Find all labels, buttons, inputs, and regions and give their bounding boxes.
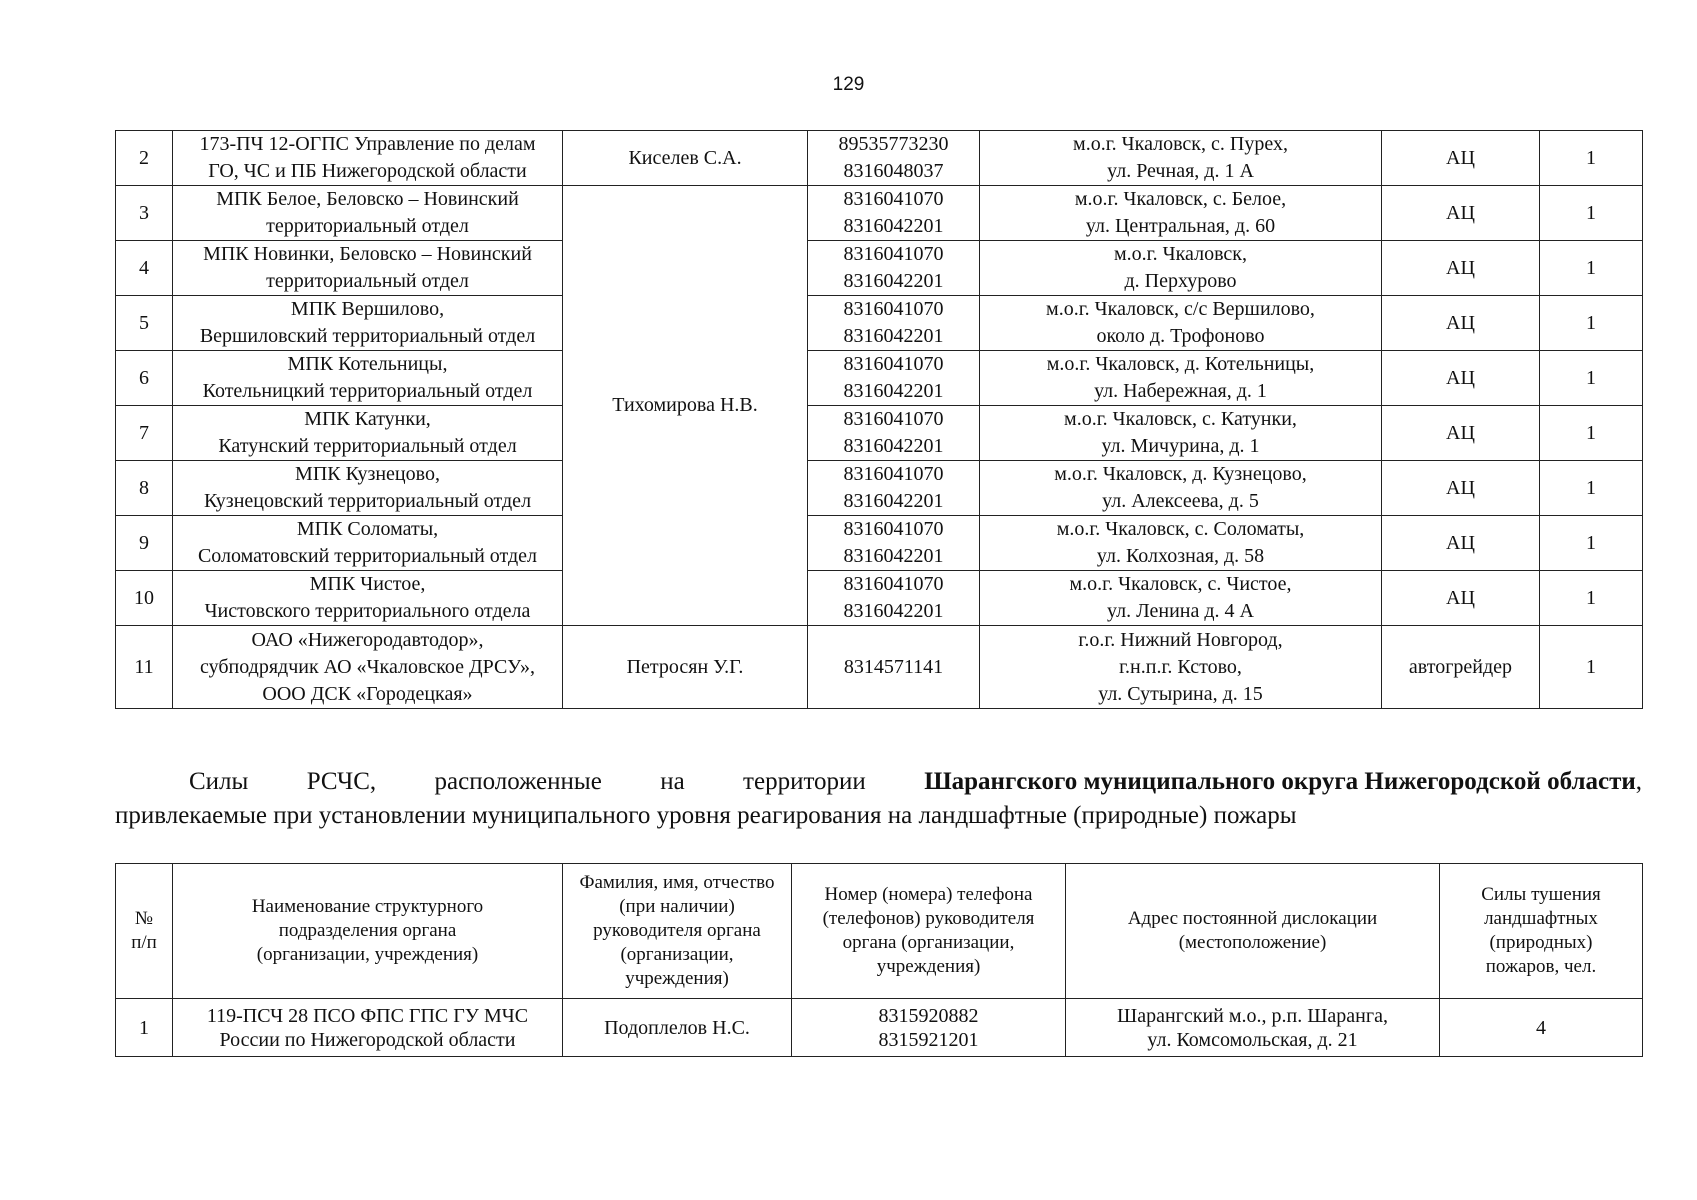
equipment-type: АЦ [1382,186,1540,241]
header-head-name: Фамилия, имя, отчество (при наличии) руководителя органа (организации, учреждения) [563,864,792,999]
address: м.о.г. Чкаловск, д. Котельницы, ул. Набережная, д. 1 [980,351,1382,406]
head-name: Подоплелов Н.С. [563,999,792,1057]
address: м.о.г. Чкаловск, с. Пурех, ул. Речная, д. 1 А [980,131,1382,186]
equipment-count: 1 [1540,626,1643,709]
row-number: 3 [116,186,173,241]
equipment-count: 1 [1540,516,1643,571]
phone-numbers: 8315920882 8315921201 [792,999,1066,1057]
table-row [116,186,1643,241]
row-number: 8 [116,461,173,516]
header-phones: Номер (номера) телефона (телефонов) руководителя органа (организации, учреждения) [792,864,1066,999]
unit-name: ОАО «Нижегородавтодор», субподрядчик АО «Чкаловское ДРСУ», ООО ДСК «Городецкая» [173,626,563,709]
unit-name: МПК Котельницы, Котельницкий территориальный отдел [173,351,563,406]
row-number: 2 [116,131,173,186]
unit-name: 173-ПЧ 12-ОГПС Управление по делам ГО, ЧС и ПБ Нижегородской области [173,131,563,186]
equipment-count: 1 [1540,131,1643,186]
equipment-type: автогрейдер [1382,626,1540,709]
phone-numbers: 8314571141 [808,626,980,709]
address: м.о.г. Чкаловск, д. Кузнецово, ул. Алексеева, д. 5 [980,461,1382,516]
unit-name: МПК Белое, Беловско – Новинский территориальный отдел [173,186,563,241]
table-row [116,296,1643,351]
header-unit-name: Наименование структурного подразделения органа (организации, учреждения) [173,864,563,999]
header-forces: Силы тушения ландшафтных (природных) пожаров, чел. [1440,864,1643,999]
section-heading [115,765,1642,833]
page-number: 129 [832,74,865,95]
address: м.о.г. Чкаловск, с. Катунки, ул. Мичурина, д. 1 [980,406,1382,461]
phone-numbers: 8316041070 8316042201 [808,406,980,461]
equipment-count: 1 [1540,241,1643,296]
row-number: 7 [116,406,173,461]
header-address: Адрес постоянной дислокации (местоположение) [1066,864,1440,999]
unit-name: 119-ПСЧ 28 ПСО ФПС ГПС ГУ МЧС России по Нижегородской области [173,999,563,1057]
equipment-count: 1 [1540,186,1643,241]
head-name: Киселев С.А. [563,131,808,186]
address: м.о.г. Чкаловск, с. Соломаты, ул. Колхозная, д. 58 [980,516,1382,571]
table-row [116,571,1643,626]
equipment-type: АЦ [1382,406,1540,461]
table-row [116,241,1643,296]
phone-numbers: 8316041070 8316042201 [808,461,980,516]
header-num: № п/п [116,864,173,999]
unit-name: МПК Соломаты, Соломатовский территориальный отдел [173,516,563,571]
unit-name: МПК Кузнецово, Кузнецовский территориальный отдел [173,461,563,516]
row-number: 4 [116,241,173,296]
table-row [116,626,1643,709]
forces-table-chkalovsk [115,130,1643,709]
equipment-type: АЦ [1382,516,1540,571]
heading-word: расположенные [434,768,602,795]
heading-bold-phrase [924,765,1642,799]
equipment-count: 1 [1540,351,1643,406]
heading-comma: , [1635,768,1642,795]
equipment-count: 1 [1540,406,1643,461]
heading-word: территории [743,768,866,795]
header-row [116,864,1643,999]
table-row [116,351,1643,406]
phone-numbers: 8316041070 8316042201 [808,351,980,406]
head-name: Петросян У.Г. [563,626,808,709]
equipment-type: АЦ [1382,241,1540,296]
district-name: Шарангского муниципального округа Нижегородской области [924,768,1636,795]
phone-numbers: 8316041070 8316042201 [808,571,980,626]
heading-line-1 [115,765,1642,799]
row-number: 9 [116,516,173,571]
unit-name: МПК Катунки, Катунский территориальный отдел [173,406,563,461]
heading-word: Силы [189,768,249,795]
equipment-type: АЦ [1382,296,1540,351]
phone-numbers: 8316041070 8316042201 [808,241,980,296]
table-row [116,131,1643,186]
address: м.о.г. Чкаловск, с. Белое, ул. Центральная, д. 60 [980,186,1382,241]
table-row [116,516,1643,571]
equipment-type: АЦ [1382,571,1540,626]
unit-name: МПК Чистое, Чистовского территориального отдела [173,571,563,626]
equipment-type: АЦ [1382,461,1540,516]
phone-numbers: 89535773230 8316048037 [808,131,980,186]
head-name-merged: Тихомирова Н.В. [563,186,808,626]
row-number: 11 [116,626,173,709]
phone-numbers: 8316041070 8316042201 [808,296,980,351]
heading-word: РСЧС, [306,768,377,795]
table-row [116,999,1643,1057]
table-row [116,461,1643,516]
row-number: 5 [116,296,173,351]
equipment-type: АЦ [1382,351,1540,406]
heading-word: на [660,768,685,795]
phone-numbers: 8316041070 8316042201 [808,186,980,241]
address: м.о.г. Чкаловск, д. Перхурово [980,241,1382,296]
equipment-count: 1 [1540,571,1643,626]
unit-name: МПК Вершилово, Вершиловский территориальный отдел [173,296,563,351]
forces-table-sharanga [115,863,1643,1057]
address: м.о.г. Чкаловск, с/с Вершилово, около д. Трофоново [980,296,1382,351]
address: Шарангский м.о., р.п. Шаранга, ул. Комсомольская, д. 21 [1066,999,1440,1057]
row-number: 6 [116,351,173,406]
equipment-type: АЦ [1382,131,1540,186]
forces-count: 4 [1440,999,1643,1057]
row-number: 1 [116,999,173,1057]
table-row [116,406,1643,461]
row-number: 10 [116,571,173,626]
equipment-count: 1 [1540,461,1643,516]
heading-line-2: привлекаемые при установлении муниципального уровня реагирования на ландшафтные (природные) пожары [115,802,1297,829]
address: м.о.г. Чкаловск, с. Чистое, ул. Ленина д. 4 А [980,571,1382,626]
unit-name: МПК Новинки, Беловско – Новинский территориальный отдел [173,241,563,296]
phone-numbers: 8316041070 8316042201 [808,516,980,571]
equipment-count: 1 [1540,296,1643,351]
address: г.о.г. Нижний Новгород, г.н.п.г. Кстово, ул. Сутырина, д. 15 [980,626,1382,709]
